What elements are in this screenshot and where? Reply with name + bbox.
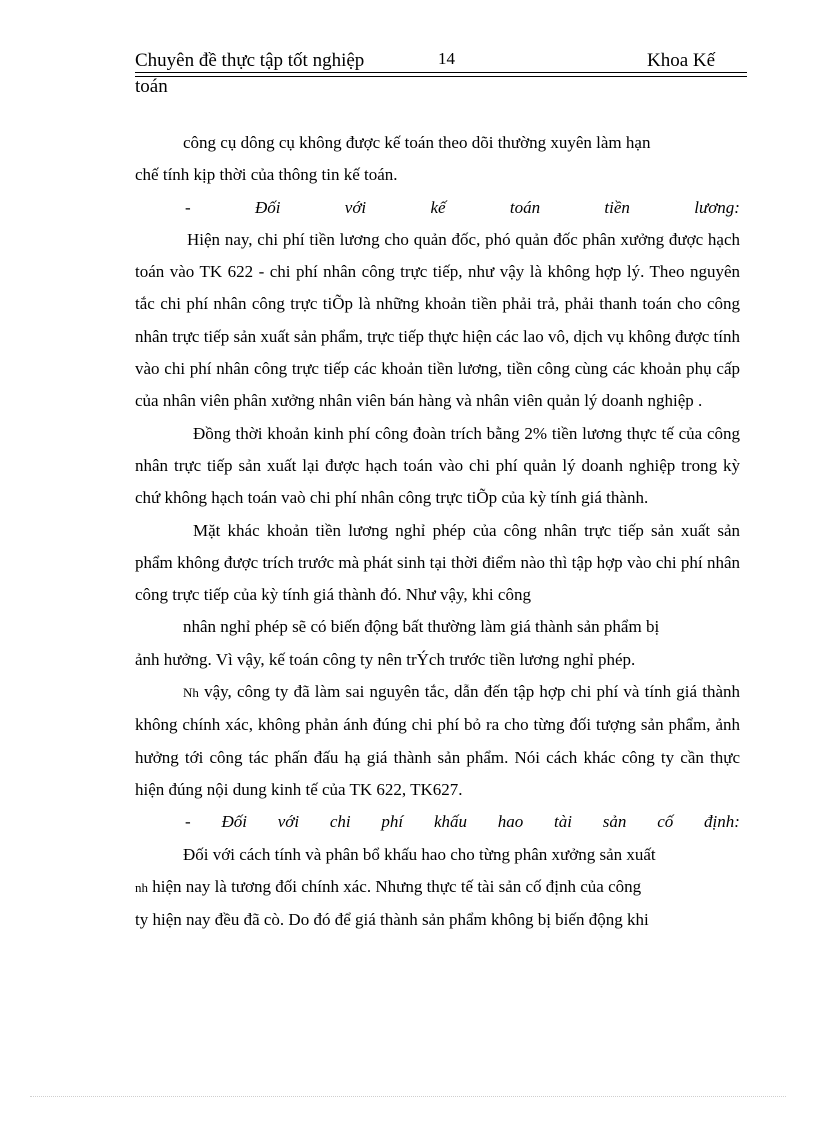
page-header: [135, 48, 747, 74]
heading-word: khấu: [433, 812, 467, 832]
section-heading-depreciation: [135, 806, 740, 838]
footer-divider: [30, 1096, 786, 1097]
heading-word: toán: [509, 197, 541, 217]
header-rule-top: [135, 72, 747, 73]
document-body: [135, 127, 740, 936]
header-rule-bottom: [135, 76, 747, 77]
paragraph-6-line-2-text: hiện nay là tương đối chính xác. Nhưng thực tế tài sản cố định của công: [152, 876, 642, 896]
paragraph-1-line-2: chế tính kịp thời của thông tin kế toán.: [135, 165, 398, 185]
heading-word: kế: [430, 197, 446, 217]
heading-word: lương:: [694, 197, 740, 217]
heading-word: Đối: [254, 197, 281, 217]
heading-word: với: [344, 197, 367, 217]
heading-word: cố: [657, 812, 674, 832]
heading-word: phí: [381, 812, 404, 832]
header-title-right: Khoa Kế: [647, 50, 716, 71]
header-title-right-continued: toán: [135, 76, 168, 97]
heading-word: tài: [554, 812, 572, 832]
heading-word: tiền: [604, 197, 630, 217]
heading-word: Đối: [221, 812, 247, 832]
paragraph-5-lead: Nh: [183, 685, 199, 701]
heading-word: chi: [329, 812, 351, 832]
paragraph-2: Hiện nay, chi phí tiền lương cho quản đốc, phó quản đốc phân xưởng được hạch toán vào TK 622 - chi phí nhân công trực tiếp, như vậy là không hợp lý. Theo nguyên tắc chi phí nhân công trực tiÕp là những khoản tiền phải trả, phải thanh toán cho công nhân trực tiếp sản xuất sản phẩm, trực tiếp thực hiện các lao vô, dịch vụ không được tính vào chi phí nhân công trực tiếp các khoản tiền lương, tiền công cùng các khoản phụ cấp của nhân viên phân xưởng nhân viên bán hàng và nhân viên quản lý doanh nghiệp .: [135, 229, 740, 411]
paragraph-5-text: vậy, công ty đã làm sai nguyên tắc, dẫn đến tập hợp chi phí và tính giá thành không chính xác, không phản ánh đúng chi phí bỏ ra cho từng đối tượng sản phẩm, ảnh hưởng tới công tác phấn đấu hạ giá thành sản phẩm. Nói cách khác công ty cần thực hiện đúng nội dung kinh tế của TK 622, TK627.: [135, 682, 740, 799]
heading-dash: -: [185, 197, 191, 217]
paragraph-1-line-1: công cụ dông cụ không được kế toán theo dõi thường xuyên làm hạn: [183, 133, 651, 152]
heading-word: sản: [602, 812, 627, 832]
heading-dash: -: [185, 812, 191, 832]
heading-word: với: [277, 812, 300, 832]
section-heading-salary: [135, 192, 740, 224]
heading-word: định:: [704, 812, 740, 832]
heading-word: hao: [497, 812, 524, 832]
paragraph-4-continued: nhân nghỉ phép sẽ có biến động bất thường làm giá thành sản phẩm bị: [183, 617, 660, 637]
paragraph-3: Đồng thời khoản kinh phí công đoàn trích bằng 2% tiền lương thực tế của công nhân trực tiếp sản xuất lại được hạch toán vào chi phí quản lý doanh nghiệp trong kỳ chứ không hạch toán vaò chi phí nhân công trực tiÕp của kỳ tính giá thành.: [135, 423, 740, 508]
header-title-left: Chuyên đề thực tập tốt nghiệp: [135, 50, 365, 71]
paragraph-6-line-2: [135, 871, 740, 904]
page-number: 14: [438, 49, 455, 68]
paragraph-6-line-3: ty hiện nay đều đã cò. Do đó để giá thành sản phẩm không bị biến động khi: [135, 910, 649, 930]
paragraph-5: [135, 676, 740, 806]
paragraph-6-line-1: Đối với cách tính và phân bổ khấu hao cho từng phân xưởng sản xuất: [183, 844, 656, 864]
paragraph-4-end: ảnh hưởng. Vì vậy, kế toán công ty nên trÝch trước tiền lương nghỉ phép.: [135, 649, 636, 669]
paragraph-6-lead: nh: [135, 879, 148, 895]
paragraph-4: Mặt khác khoản tiền lương nghỉ phép của công nhân trực tiếp sản xuất sản phẩm không được trích trước mà phát sinh tại thời điểm nào thì tập hợp vào chi phí nhân công trực tiếp của kỳ tính giá thành đó. Như vậy, khi công: [135, 520, 740, 605]
